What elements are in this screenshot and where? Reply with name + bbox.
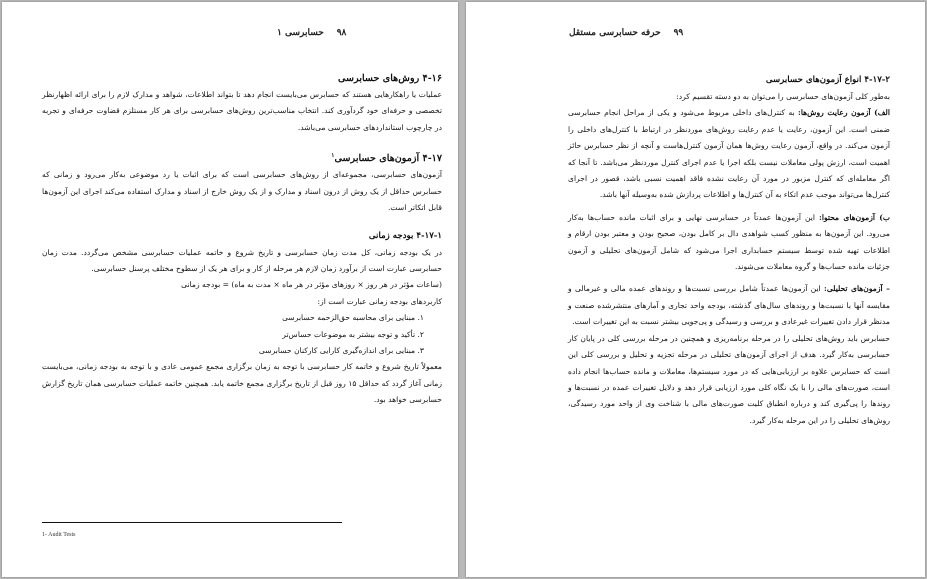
right-page-body bbox=[568, 72, 890, 429]
section-17-1-text1: در یک بودجه زمانی، کل مدت زمان حسابرسی و تاریخ شروع و خاتمه عملیات حسابرسی مشخص می‌گردد. مدت زمان حسابرسی عبارت است از برآورد زمان لازم هر مرحله از کار و برای هر یک از سطوح مختلف پرسنل حسابرسی. bbox=[42, 247, 442, 274]
text-c: این آزمون‌ها عمدتاً شامل بررسی نسبت‌ها و روندهای عمده مالی و غیرمالی و مقایسه آنها با نسبت‌ها و روندهای سال‌های گذشته، بودجه واحد تجاری و آمارهای منتشرشده صنعت و مدنظر قرار دادن تغییرات غیرعادی و بررسی و رسیدگی و پی‌جویی بیشتر نسبت به این تغییرات است. bbox=[568, 284, 890, 327]
right-page-number: ۹۹ bbox=[673, 28, 684, 38]
section-17-2-a bbox=[568, 105, 890, 203]
text-b: این آزمون‌ها عمدتاً در حسابرسی نهایی و برای اثبات مانده حساب‌ها به‌کار می‌رود. این آزمون‌ها به منظور کسب شواهدی دال بر کامل بودن، صحیح بودن و معتبر بودن ارقام و اطلاعات تهیه شده توسط سیستم حسابداری اجرا می‌شود که شامل آزمون‌های تحلیلی و آزمون جزئیات مانده حساب‌ها و گروه معاملات می‌شوند. bbox=[568, 212, 890, 272]
left-page bbox=[2, 2, 458, 577]
section-17-2-heading: ۴-۱۷-۲ انواع آزمون‌های حسابرسی bbox=[765, 75, 890, 85]
right-page-header bbox=[569, 28, 683, 38]
label-b: ب) آزمون‌های محتوا: bbox=[819, 212, 890, 222]
right-page-title: حرفه حسابرسی مستقل bbox=[569, 28, 661, 38]
label-c: – آزمون‌های تحلیلی: bbox=[824, 284, 890, 294]
section-16-text: عملیات یا راهکارهایی هستند که حسابرس می‌بایست انجام دهد تا بتواند اطلاعات، شواهد و مدارک لازم را برای ارائه اظهارنظر تخصصی و حرفه‌ای خود گردآوری کند. انتخاب مناسب‌ترین روش‌های حسابرسی برای هر کار مستلزم قضاوت حرفه‌ای و تجربه در چارچوب استانداردهای حسابرسی می‌باشد. bbox=[42, 90, 442, 132]
footnote-divider bbox=[42, 522, 342, 523]
section-17-2-intro: به‌طور کلی آزمون‌های حسابرسی را می‌توان به دو دسته تقسیم کرد: bbox=[676, 92, 890, 101]
label-a: الف) آزمون رعایت روش‌ها: bbox=[798, 108, 890, 118]
section-17-1-text3: معمولاً تاریخ شروع و خاتمه کار حسابرسی با توجه به زمان برگزاری مجمع عمومی عادی و با توجه به بودجه زمانی، می‌بایست زمانی آغاز گردد که حداقل ۱۵ روز قبل از تاریخ برگزاری مجمع خاتمه یابد. همچنین خاتمه عملیات حسابرسی همان تاریخ گزارش حسابرسی خواهد بود. bbox=[42, 362, 442, 405]
section-17-heading-text: ۴-۱۷ آزمون‌های حسابرسی bbox=[334, 153, 442, 165]
list-item: ۲. تأکید و توجه بیشتر به موضوعات حساس‌تر bbox=[282, 329, 424, 339]
section-17-2-d: حسابرس باید روش‌های تحلیلی را در مرحله برنامه‌ریزی و همچنین در مرحله بررسی کلی در پایان کار حسابرسی به‌کار گیرد. هدف از اجرای آزمون‌های تحلیلی در مرحله تجزیه و تحلیل و بررسی کلی این است که حسابرس علاوه بر ارزیابی‌هایی که در مورد سیستم‌ها، معاملات و مانده حساب‌ها انجام داده است، صورت‌های مالی را با یک نگاه کلی مورد ارزیابی قرار دهد و دلایل تغییرات عمده در نسبت‌ها و روندها را پی‌گیری کند و درباره انطباق کلیت صورت‌های مالی با شناخت وی از واحد مورد رسیدگی، روش‌های تحلیلی را در این مرحله به‌کار گیرد. bbox=[568, 333, 890, 425]
section-17-1-formula: (ساعات مؤثر در هر روز × روزهای مؤثر در هر ماه × مدت به ماه) = بودجه زمانی bbox=[181, 280, 442, 290]
section-17-2-b bbox=[568, 210, 890, 276]
section-17-1-text2: کاربردهای بودجه زمانی عبارت است از: bbox=[317, 296, 442, 306]
footnote-marker: ۱ bbox=[331, 152, 335, 160]
list-item: ۳. مبنایی برای اندازه‌گیری کارایی کارکنان حسابرسی bbox=[258, 346, 424, 356]
section-17-2-c bbox=[568, 281, 890, 330]
text-a: به کنترل‌های داخلی مربوط می‌شود و یکی از مراحل انجام حسابرسی ضمنی است. این آزمون، رعایت یا عدم رعایت روش‌های موردنظر در ارتباط با کنترل‌های داخلی را آزمون می‌کند. در واقع، آزمون رعایت روش‌ها همان آزمون کنترل‌هاست و آنچه از نظر حسابرس حائز اهمیت است، ارزش پولی معاملات نیست بلکه اجرا یا عدم اجرای کنترل موردنظر می‌باشد. تا آنجا که اگر معامله‌ای که کنترل مزبور در مورد آن رعایت نشده فاقد اهمیت نسبی باشد، قصور در اجرای کنترل‌ها می‌تواند موجب عدم اتکاء به آن کنترل‌ها و اطلاعات پردازش شده به‌وسیله آنها باشد. bbox=[568, 108, 890, 200]
list-item: ۱. مبنایی برای محاسبه حق‌الزحمه حسابرسی bbox=[282, 313, 424, 323]
section-16-heading: ۴-۱۶ روش‌های حسابرسی bbox=[337, 73, 442, 84]
left-page-header bbox=[277, 28, 346, 38]
left-page-title: حسابرسی ۱ bbox=[277, 28, 324, 38]
section-17-1-heading: ۴-۱۷-۱ بودجه زمانی bbox=[368, 230, 442, 241]
left-page-number: ۹۸ bbox=[336, 28, 347, 38]
section-17-text: آزمون‌های حسابرسی، مجموعه‌ای از روش‌های حسابرسی است که برای اثبات یا رد موضوعی به‌کار می‌رود و زمانی که حسابرس حداقل از یک روش از درون اسناد و مدارک و از یک روش خارج از اسناد و مدارک استفاده می‌کند اجرای این آزمون‌ها قابل اتکاتر است. bbox=[42, 170, 442, 213]
footnote: 1- Audit Tests bbox=[42, 532, 76, 538]
section-17-heading bbox=[42, 147, 442, 167]
right-page bbox=[466, 2, 925, 577]
left-page-body bbox=[42, 70, 442, 409]
